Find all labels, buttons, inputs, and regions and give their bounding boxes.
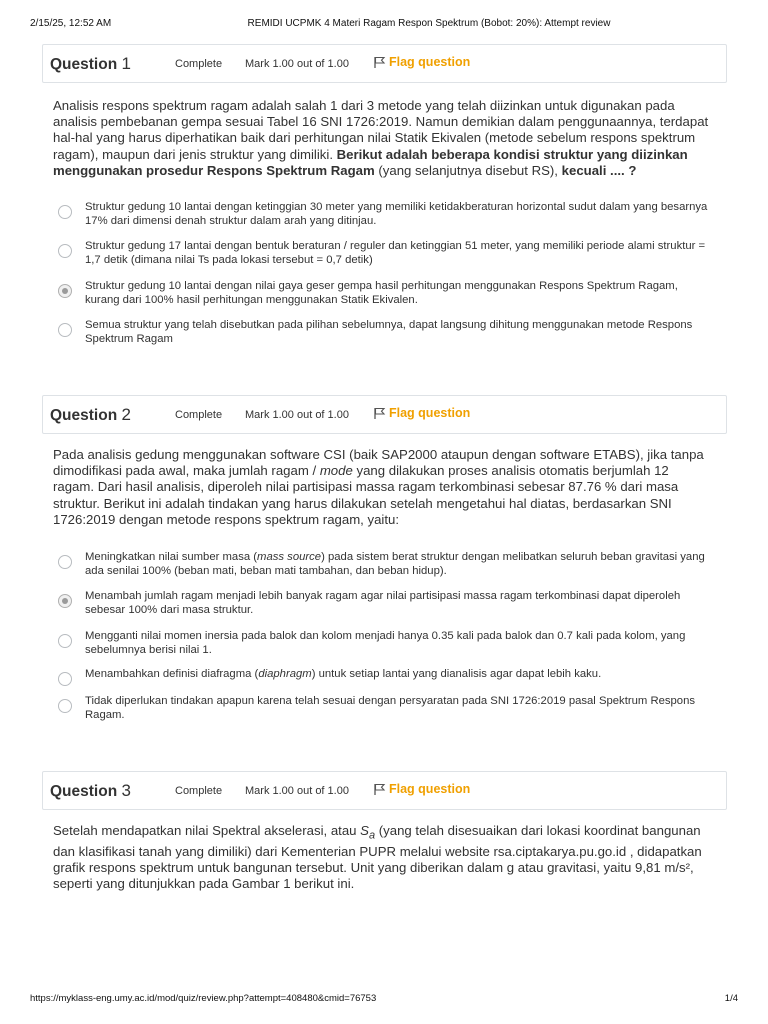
radio-button[interactable]: [58, 205, 72, 219]
question-2-text: Pada analisis gedung menggunakan software CSI (baik SAP2000 ataupun dengan software ETABS), jika tanpa dimodifikasi pada awal, maka jumlah ragam / mode yang dilakukan proses analisis otomatis berjumlah 12 ragam. Dari hasil analisis, diperoleh nilai partisipasi massa ragam terkombinasi sebesar 87.76 % dari masa struktur. Berikut ini adalah tindakan yang harus dilakukan setelah mengetahui hal diatas, berdasarkan SNI 1726:2019 dengan metode respons spektrum ragam, yaitu:: [53, 447, 704, 527]
question-1-option-b[interactable]: Struktur gedung 17 lantai dengan bentuk beraturan / reguler dan ketinggian 51 meter, yang memiliki periode alami struktur = 1,7 detik (dimana nilai Ts pada lokasi tersebut = 0,7 detik): [58, 239, 718, 267]
radio-button[interactable]: [58, 555, 72, 569]
radio-button-selected[interactable]: [58, 594, 72, 608]
question-2-info: [42, 395, 727, 434]
radio-button[interactable]: [58, 672, 72, 686]
question-2-grade: Mark 1.00 out of 1.00: [245, 409, 349, 421]
question-1-flag-button[interactable]: Flag question: [373, 55, 470, 69]
radio-button-selected[interactable]: [58, 284, 72, 298]
print-date: 2/15/25, 12:52 AM: [30, 18, 112, 29]
print-page-title: REMIDI UCPMK 4 Materi Ragam Respon Spektrum (Bobot: 20%): Attempt review: [247, 18, 611, 29]
question-3-info: [42, 771, 727, 810]
question-2-flag-button[interactable]: Flag question: [373, 406, 470, 420]
question-1-option-a[interactable]: Struktur gedung 10 lantai dengan ketinggian 30 meter yang memiliki ketidakberaturan horizontal sudut dalam yang besarnya 17% dari dimensi denah struktur dalam arah yang ditinjau.: [58, 200, 718, 228]
print-url: https://myklass-eng.umy.ac.id/mod/quiz/review.php?attempt=408480&cmid=76753: [30, 993, 377, 1004]
flag-icon: [373, 56, 386, 69]
question-3-state: Complete: [175, 785, 223, 797]
question-1-info: [42, 44, 727, 83]
radio-button[interactable]: [58, 244, 72, 258]
question-1-state: Complete: [175, 58, 223, 70]
question-2-option-e[interactable]: Tidak diperlukan tindakan apapun karena telah sesuai dengan persyaratan pada SNI 1726:2019 pasal Spektrum Respons Ragam.: [58, 694, 718, 722]
question-1-heading: Question 1: [50, 54, 131, 73]
question-2-state: Complete: [175, 409, 223, 421]
spectral-acceleration-symbol: $S_a$: [360, 823, 376, 842]
question-1-grade: Mark 1.00 out of 1.00: [245, 58, 349, 70]
question-2-option-a[interactable]: Meningkatkan nilai sumber masa (mass source) pada sistem berat struktur dengan melibatkan seluruh beban gravitasi yang ada senilai 100% (beban mati, beban mati tambahan, dan beban hidup).: [58, 550, 718, 578]
print-header: [30, 18, 738, 34]
question-2-heading: Question 2: [50, 405, 131, 424]
question-2-option-c[interactable]: Mengganti nilai momen inersia pada balok dan kolom menjadi hanya 0.35 kali pada balok dan 0.7 kali pada kolom, yang sebelumnya berisi nilai 1.: [58, 629, 718, 657]
question-3-heading: Question 3: [50, 781, 131, 800]
flag-icon: [373, 407, 386, 420]
question-1-option-c[interactable]: Struktur gedung 10 lantai dengan nilai gaya geser gempa hasil perhitungan menggunakan Respons Spektrum Ragam, kurang dari 100% hasil perhitungan menggunakan Statik Ekivalen.: [58, 279, 718, 307]
question-2-option-b[interactable]: Menambah jumlah ragam menjadi lebih banyak ragam agar nilai partisipasi massa ragam terkombinasi dapat diperoleh sebesar 100% dari masa struktur.: [58, 589, 718, 617]
print-page-number: 1/4: [724, 993, 738, 1004]
flag-icon: [373, 783, 386, 796]
question-2-option-d[interactable]: Menambahkan definisi diafragma (diaphragm) untuk setiap lantai yang dianalisis agar dapat lebih kaku.: [58, 667, 718, 686]
question-3-flag-button[interactable]: Flag question: [373, 782, 470, 796]
radio-button[interactable]: [58, 323, 72, 337]
radio-button[interactable]: [58, 699, 72, 713]
question-3-grade: Mark 1.00 out of 1.00: [245, 785, 349, 797]
radio-button[interactable]: [58, 634, 72, 648]
question-1-text: Analisis respons spektrum ragam adalah salah 1 dari 3 metode yang telah diizinkan untuk digunakan pada analisis pembebanan gempa sesuai Tabel 16 SNI 1726:2019. Namun demikian dalam penggunaannya, terdapat hal-hal yang harus diperhatikan baik dari perhitungan nilai Statik Ekivalen (metode sebelum respons spektrum ragam), maupun dari jenis struktur yang dimiliki. Berikut adalah beberapa kondisi struktur yang diizinkan menggunakan prosedur Respons Spektrum Ragam (yang selanjutnya disebut RS), kecuali .... ?: [53, 98, 709, 178]
question-3-text: Setelah mendapatkan nilai Spektral akselerasi, atau $S_a$ (yang telah disesuaikan dari lokasi koordinat bangunan dan klasifikasi tanah yang dimiliki) dari Kementerian PUPR melalui website rsa.ciptakarya.pu.go.id , didapatkan grafik respons spektrum untuk bangunan tersebut. Unit yang diberikan dalam g atau gravitasi, yaitu 9,81 m/s², seperti yang ditunjukkan pada Gambar 1 berikut ini.: [53, 823, 702, 892]
question-1-option-d[interactable]: Semua struktur yang telah disebutkan pada pilihan sebelumnya, dapat langsung dihitung menggunakan metode Respons Spektrum Ragam: [58, 318, 718, 346]
print-footer: [30, 993, 738, 1007]
